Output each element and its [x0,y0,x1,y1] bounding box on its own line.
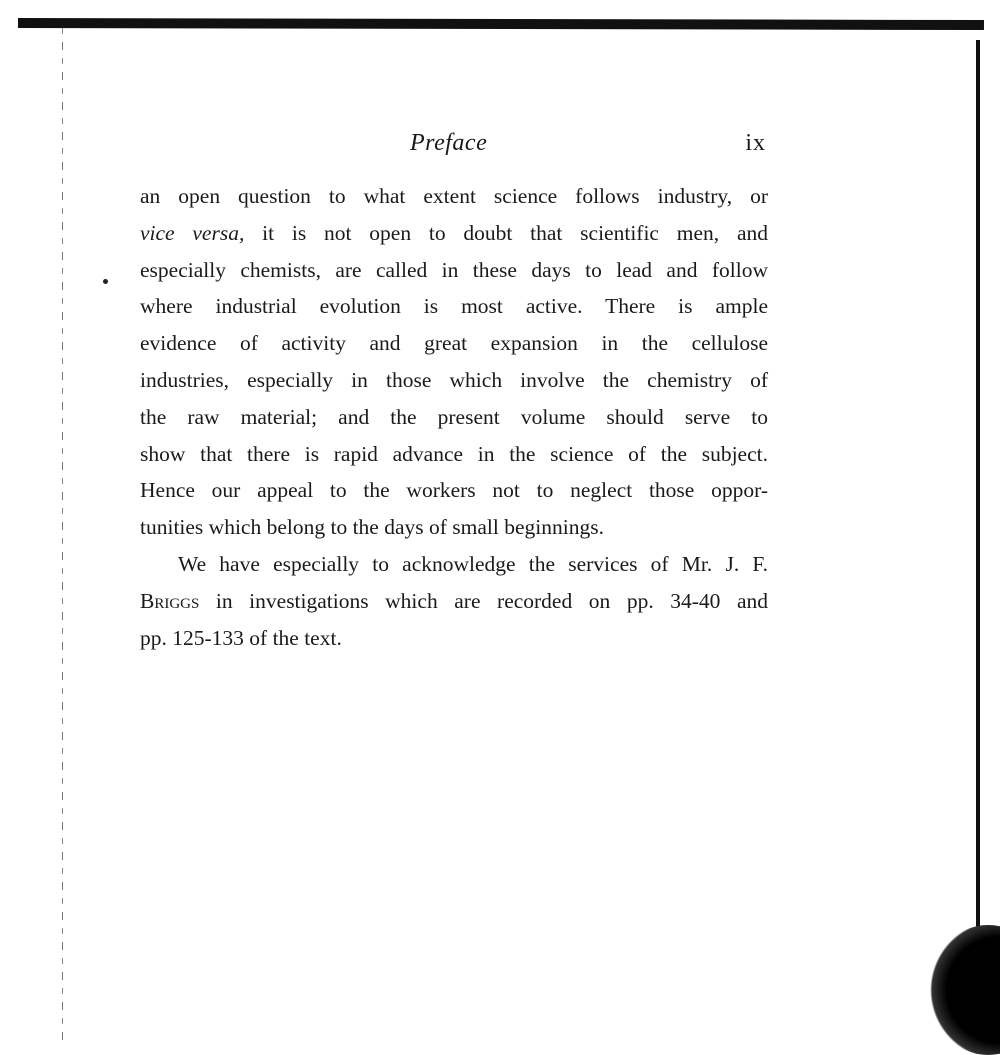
paragraph-1-line-10: tunities which belong to the days of small beginnings. [140,515,604,540]
paragraph-1-line-2 [140,215,768,252]
line-2-rest: it is not open to doubt that scientific men, and [244,220,768,245]
top-border-rule [18,18,984,30]
right-page-edge [976,40,980,1051]
paragraph-1-line-1: an open question to what extent science follows industry, or [140,184,768,208]
running-head [140,128,768,164]
paragraph-1-line-4: where industrial evolution is most active. There is ample [140,294,768,319]
paragraph-1-line-5: evidence of activity and great expansion in the cellulose [140,331,768,356]
page-number: ix [745,130,766,156]
paragraph-2-line-2 [140,583,768,620]
paragraph-1-line-7: the raw material; and the present volume should serve to [140,404,768,429]
paragraph-1-line-8: show that there is rapid advance in the science of the subject. [140,441,768,466]
ink-speck [103,279,108,284]
italic-phrase: vice versa, [140,220,245,245]
paragraph-2-line-1: We have especially to acknowledge the services of Mr. J. F. [178,551,768,576]
thumb-shadow [928,925,1000,1055]
line-2-rest: in investigations which are recorded on pp. 34-40 and [199,588,768,613]
paragraph-1-line-6: industries, especially in those which involve the chemistry of [140,367,768,392]
paragraph-1-line-9: Hence our appeal to the workers not to neglect those oppor- [140,478,768,503]
name-smallcaps: Briggs [140,588,200,613]
body-text [140,178,768,656]
paragraph-2-line-3: pp. 125-133 of the text. [140,625,342,650]
left-page-edge [62,28,63,1048]
page-title: Preface [410,130,488,156]
paragraph-1-line-3: especially chemists, are called in these days to lead and follow [140,257,768,282]
